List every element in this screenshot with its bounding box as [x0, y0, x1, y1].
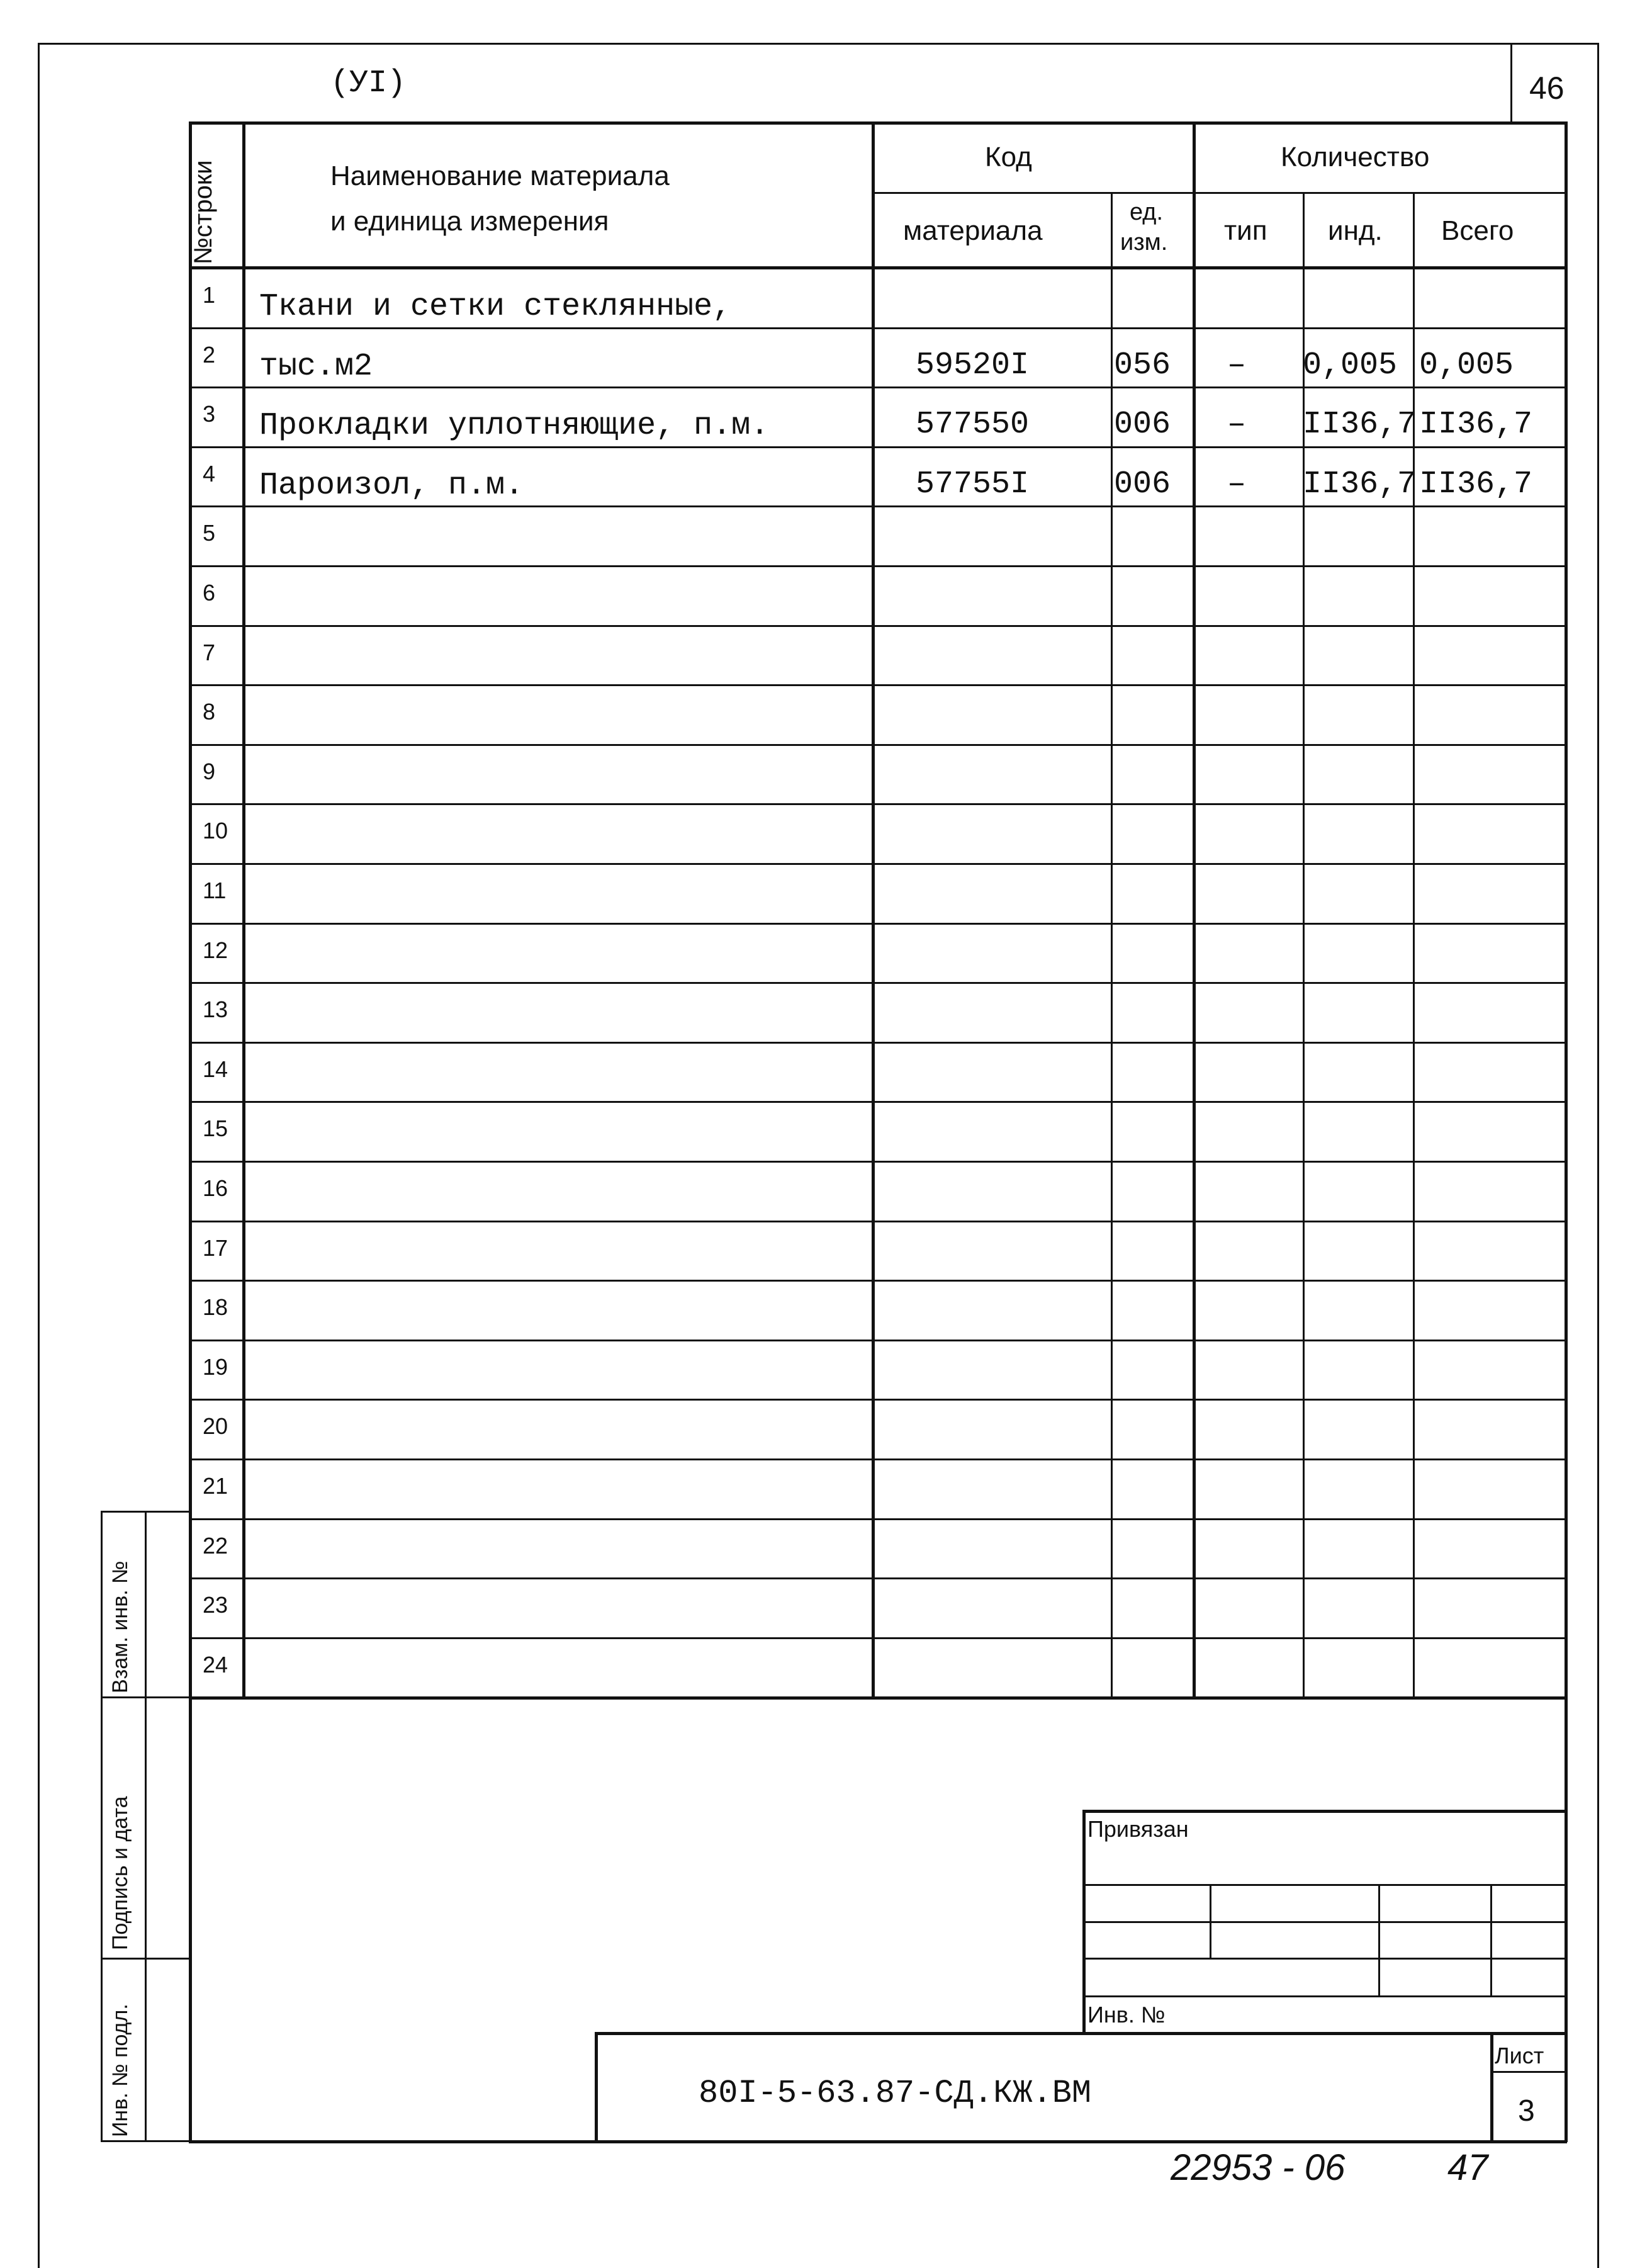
row-total: 0,005	[1419, 347, 1514, 383]
row-line	[189, 982, 1566, 984]
row-number: 16	[203, 1175, 228, 1201]
sheet-number-divider	[1510, 43, 1512, 123]
row-line	[189, 1577, 1566, 1579]
row-number: 13	[203, 996, 228, 1022]
row-line	[189, 625, 1566, 627]
row-number: 10	[203, 818, 228, 843]
header-row-number: №строки	[189, 160, 217, 264]
header-mid-line	[872, 192, 1566, 194]
designation-top	[595, 2032, 1566, 2035]
row-number: 4	[203, 461, 216, 487]
top-label: (УI)	[330, 65, 407, 101]
row-number: 2	[203, 342, 216, 368]
row-line	[189, 803, 1566, 805]
row-line	[189, 744, 1566, 746]
row-line	[189, 1458, 1566, 1460]
inv-no-label: Инв. №	[1087, 2002, 1166, 2028]
row-line	[189, 565, 1566, 567]
side-stamp-bottom	[101, 2140, 190, 2142]
row-number: 20	[203, 1413, 228, 1439]
row-material-name: тыс.м2	[259, 349, 373, 385]
table-bottom-line	[189, 1696, 1567, 1700]
row-line	[189, 1518, 1566, 1520]
privyazan-col1	[1210, 1884, 1211, 1958]
row-line	[189, 1221, 1566, 1222]
row-number: 22	[203, 1533, 228, 1559]
row-line	[189, 327, 1566, 329]
row-number: 23	[203, 1592, 228, 1618]
row-line	[189, 1161, 1566, 1163]
sheet-value: 3	[1518, 2094, 1535, 2128]
row-type: –	[1227, 347, 1247, 383]
frame-bottom-line	[189, 2140, 1567, 2143]
row-line	[189, 446, 1566, 448]
row-line	[189, 1637, 1566, 1639]
privyazan-col2	[1378, 1884, 1380, 1995]
row-number: 19	[203, 1354, 228, 1380]
header-unit-line1: ед.	[1130, 199, 1164, 225]
header-bottom-line	[189, 266, 1567, 269]
header-code-material: материала	[903, 215, 1043, 246]
sheet-label: Лист	[1495, 2043, 1544, 2068]
row-number: 18	[203, 1294, 228, 1320]
handwritten-page: 47	[1447, 2147, 1488, 2188]
header-unit-line2: изм.	[1120, 229, 1168, 256]
row-ind: II36,7	[1303, 407, 1417, 443]
side-podpis-data: Подпись и дата	[108, 1796, 132, 1950]
row-number: 1	[203, 282, 216, 308]
row-type: –	[1227, 407, 1247, 443]
row-code: 59520I	[916, 347, 1030, 383]
privyazan-line3	[1082, 1958, 1566, 1960]
row-material-name: Ткани и сетки стеклянные,	[259, 289, 732, 325]
row-code: 577550	[916, 407, 1030, 443]
designation-left	[595, 2032, 598, 2142]
privyazan-label: Привязан	[1087, 1816, 1189, 1842]
side-stamp-sep2	[101, 1958, 190, 1960]
side-vzam-inv: Взам. инв. №	[108, 1560, 132, 1693]
row-number: 5	[203, 520, 216, 546]
handwritten-number: 22953 - 06	[1171, 2147, 1346, 2188]
designation-right	[1490, 2032, 1493, 2142]
privyazan-line1	[1082, 1884, 1566, 1886]
row-line	[189, 863, 1566, 865]
row-ind: II36,7	[1303, 466, 1417, 502]
sheet-number: 46	[1529, 71, 1565, 106]
row-line	[189, 1280, 1566, 1282]
table-left-border	[189, 121, 192, 2142]
header-quantity: Количество	[1281, 142, 1430, 172]
row-number: 17	[203, 1235, 228, 1261]
side-stamp-top	[101, 1511, 190, 1513]
row-line	[189, 1399, 1566, 1401]
sheet-right-border	[1597, 43, 1599, 2268]
row-number: 3	[203, 401, 216, 427]
row-line	[189, 386, 1566, 388]
row-number: 11	[203, 877, 227, 903]
row-line	[189, 923, 1566, 925]
table-right-border	[1565, 121, 1568, 2142]
row-number: 12	[203, 937, 228, 963]
row-line	[189, 1042, 1566, 1044]
side-stamp-sep1	[101, 1696, 190, 1698]
row-unit: 006	[1114, 407, 1171, 443]
sheet-left-border	[38, 43, 40, 2268]
row-number: 8	[203, 699, 216, 725]
row-number: 21	[203, 1473, 228, 1499]
row-ind: 0,005	[1303, 347, 1398, 383]
row-type: –	[1227, 466, 1247, 502]
row-number: 9	[203, 759, 216, 784]
header-code: Код	[985, 142, 1032, 172]
privyazan-line2	[1082, 1921, 1566, 1923]
row-line	[189, 505, 1566, 507]
row-number: 15	[203, 1115, 228, 1141]
privyazan-line4	[1082, 1995, 1566, 1997]
side-stamp-mid	[145, 1511, 147, 2142]
row-code: 57755I	[916, 466, 1030, 502]
row-total: II36,7	[1419, 466, 1533, 502]
row-line	[189, 1340, 1566, 1341]
row-number: 24	[203, 1652, 228, 1678]
sheet-top-border	[38, 43, 1598, 45]
row-line	[189, 1101, 1566, 1103]
side-inv-podl: Инв. № подл.	[108, 2004, 132, 2137]
row-number: 6	[203, 580, 216, 606]
header-name-line1: Наименование материала	[330, 161, 670, 191]
row-material-name: Пароизол, п.м.	[259, 468, 524, 504]
privyazan-col3	[1490, 1884, 1492, 1995]
document-designation: 80I-5-63.87-СД.КЖ.ВМ	[699, 2075, 1092, 2112]
side-stamp-left	[101, 1511, 103, 2142]
row-number: 14	[203, 1056, 228, 1082]
privyazan-top	[1082, 1810, 1566, 1813]
row-unit: 056	[1114, 347, 1171, 383]
row-line	[189, 684, 1566, 686]
sheet-label-line	[1490, 2071, 1566, 2073]
header-quantity-ind: инд.	[1328, 215, 1383, 246]
col-line-code	[1111, 192, 1113, 1696]
row-material-name: Прокладки уплотняющие, п.м.	[259, 408, 770, 444]
table-top-border	[189, 121, 1567, 125]
row-number: 7	[203, 640, 216, 665]
row-total: II36,7	[1419, 407, 1533, 443]
header-quantity-type: тип	[1224, 215, 1267, 246]
header-quantity-total: Всего	[1441, 215, 1514, 246]
row-unit: 006	[1114, 466, 1171, 502]
header-name-line2: и единица измерения	[330, 206, 609, 237]
